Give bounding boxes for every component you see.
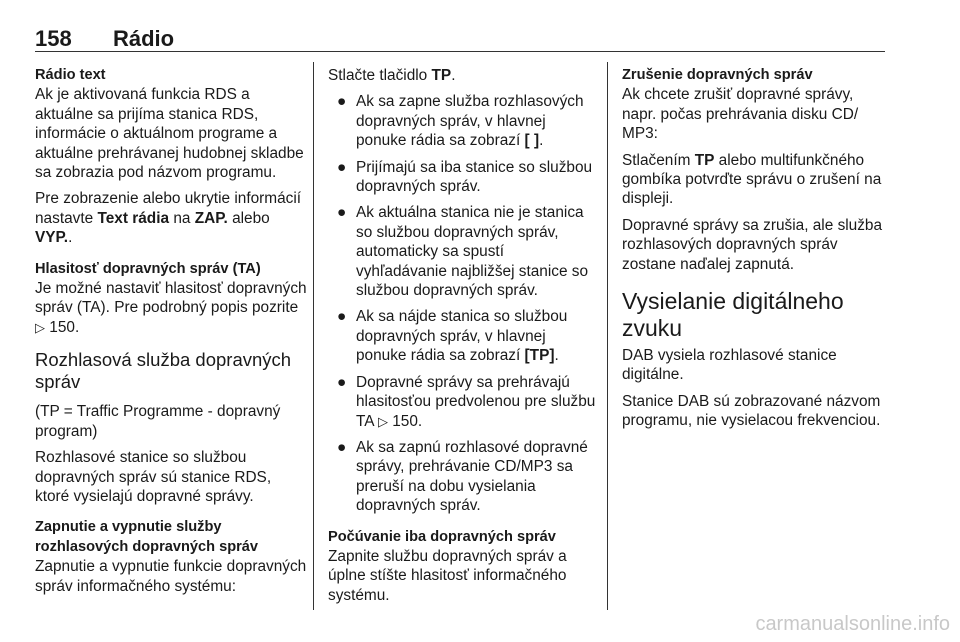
- text: Je možné nastaviť hlasitosť dopravných správ (TA). Pre podrobný popis pozrite: [35, 280, 307, 317]
- text: Ak sa zapne služba rozhlasových dopravných správ, v hlavnej ponuke rádia sa zobrazí: [356, 93, 584, 150]
- watermark: carmanualsonline.info: [755, 613, 950, 635]
- text: .: [68, 229, 73, 247]
- column-3: [622, 66, 888, 438]
- radio-text-heading: Rádio text: [35, 67, 106, 83]
- column-2: [328, 66, 598, 612]
- tp-definition: (TP = Traffic Programme - dopravný program): [35, 403, 281, 440]
- page-header: [35, 26, 885, 50]
- listen-paragraph: Zapnite službu dopravných správ a úplne stíšte hlasitosť informačného systému.: [328, 547, 567, 604]
- list-item: [328, 92, 598, 150]
- text: Ak aktuálna stanica nie je stanica so službou dopravných správ, automaticky sa spustí vyhľadávanie najbližšej stanice so službou dopravných správ.: [356, 204, 589, 300]
- text: Stlačením: [622, 151, 695, 169]
- tp-heading: Rozhlasová služba dopravných správ: [35, 349, 292, 393]
- column-divider-2: [607, 62, 608, 610]
- cancel-instruction: [622, 151, 888, 209]
- tp-button-label: TP: [694, 151, 715, 169]
- tp-bullet-list: [328, 92, 598, 515]
- column-1: [35, 66, 307, 603]
- chapter-title: Rádio: [113, 26, 175, 51]
- text: Ak sa nájde stanica so službou dopravných správ, v hlavnej ponuke rádia sa zobrazí: [356, 308, 568, 365]
- dab-stations-paragraph: Stanice DAB sú zobrazované názvom programu, nie vysielacou frekvenciou.: [622, 392, 881, 430]
- tp-indicator: [TP]: [524, 347, 555, 365]
- radio-text-settings-paragraph: [35, 189, 307, 247]
- tp-indicator: [ ]: [524, 132, 540, 150]
- dab-paragraph: DAB vysiela rozhlasové stanice digitálne.: [622, 347, 837, 384]
- bullet-icon: ●: [337, 204, 347, 222]
- cancel-paragraph: Ak chcete zrušiť dopravné správy, napr. počas prehrávania disku CD/ MP3:: [622, 86, 859, 143]
- list-item: [328, 307, 598, 365]
- column-divider-1: [313, 62, 314, 610]
- text: na: [169, 209, 195, 227]
- list-item: [328, 158, 598, 197]
- text: Ak sa zapnú rozhlasové dopravné správy, prehrávanie CD/MP3 sa preruší na dobu vysielania dopravných správ.: [356, 438, 588, 515]
- page-reference[interactable]: 150.: [49, 318, 80, 336]
- list-item: [328, 438, 598, 516]
- bullet-icon: ●: [337, 93, 347, 111]
- option-on: ZAP.: [194, 209, 228, 227]
- bullet-icon: ●: [337, 308, 347, 326]
- bullet-icon: ●: [337, 158, 347, 176]
- menu-item-radio-text: Text rádia: [97, 209, 170, 227]
- text: Dopravné správy sa prehrávajú hlasitosťou predvolenou pre službu TA: [356, 373, 596, 430]
- ta-volume-heading: Hlasitosť dopravných správ (TA): [35, 260, 261, 277]
- cancel-heading: Zrušenie dopravných správ: [622, 67, 813, 83]
- ta-volume-paragraph: [35, 279, 307, 337]
- reference-arrow-icon: ▷: [377, 413, 388, 429]
- cancel-result-paragraph: Dopravné správy sa zrušia, ale služba rozhlasových dopravných správ zostane naďalej zapnutá.: [622, 216, 883, 273]
- list-item: [328, 373, 598, 431]
- radio-text-paragraph: Ak je aktivovaná funkcia RDS a aktuálne sa prijíma stanica RDS, informácie o aktuálnom programe a aktuálne prehrávanej hudobnej skladbe sa zobrazia pod názvom programu.: [35, 86, 304, 182]
- page-reference[interactable]: 150.: [392, 412, 423, 430]
- text: alebo: [227, 209, 270, 227]
- tp-button-instruction: [328, 66, 598, 85]
- reference-arrow-icon: ▷: [35, 319, 45, 335]
- list-item: [328, 203, 598, 300]
- text: Pre zobrazenie alebo ukrytie informácií nastavte: [35, 190, 302, 227]
- onoff-heading: Zapnutie a vypnutie služby rozhlasových dopravných správ: [35, 519, 259, 555]
- page-number: 158: [35, 26, 72, 51]
- dab-heading: Vysielanie digitálneho zvuku: [622, 288, 844, 342]
- text: alebo multifunkčného gombíka potvrďte správu o zrušení na displeji.: [622, 151, 882, 208]
- onoff-paragraph: Zapnutie a vypnutie funkcie dopravných správ informačného systému:: [35, 558, 307, 595]
- tp-button-label: TP: [431, 67, 452, 84]
- text: .: [554, 347, 559, 365]
- option-off: VYP.: [35, 229, 69, 247]
- text: .: [451, 67, 456, 84]
- bullet-icon: ●: [337, 438, 347, 456]
- header-rule: [35, 51, 885, 52]
- listen-heading: Počúvanie iba dopravných správ: [328, 528, 556, 545]
- text: Stlačte tlačidlo: [328, 67, 432, 84]
- bullet-icon: ●: [337, 373, 347, 391]
- text: .: [539, 132, 544, 150]
- tp-paragraph: Rozhlasové stanice so službou dopravných správ sú stanice RDS, ktoré vysielajú dopravné správy.: [35, 449, 272, 505]
- text: Prijímajú sa iba stanice so službou dopravných správ.: [356, 158, 593, 196]
